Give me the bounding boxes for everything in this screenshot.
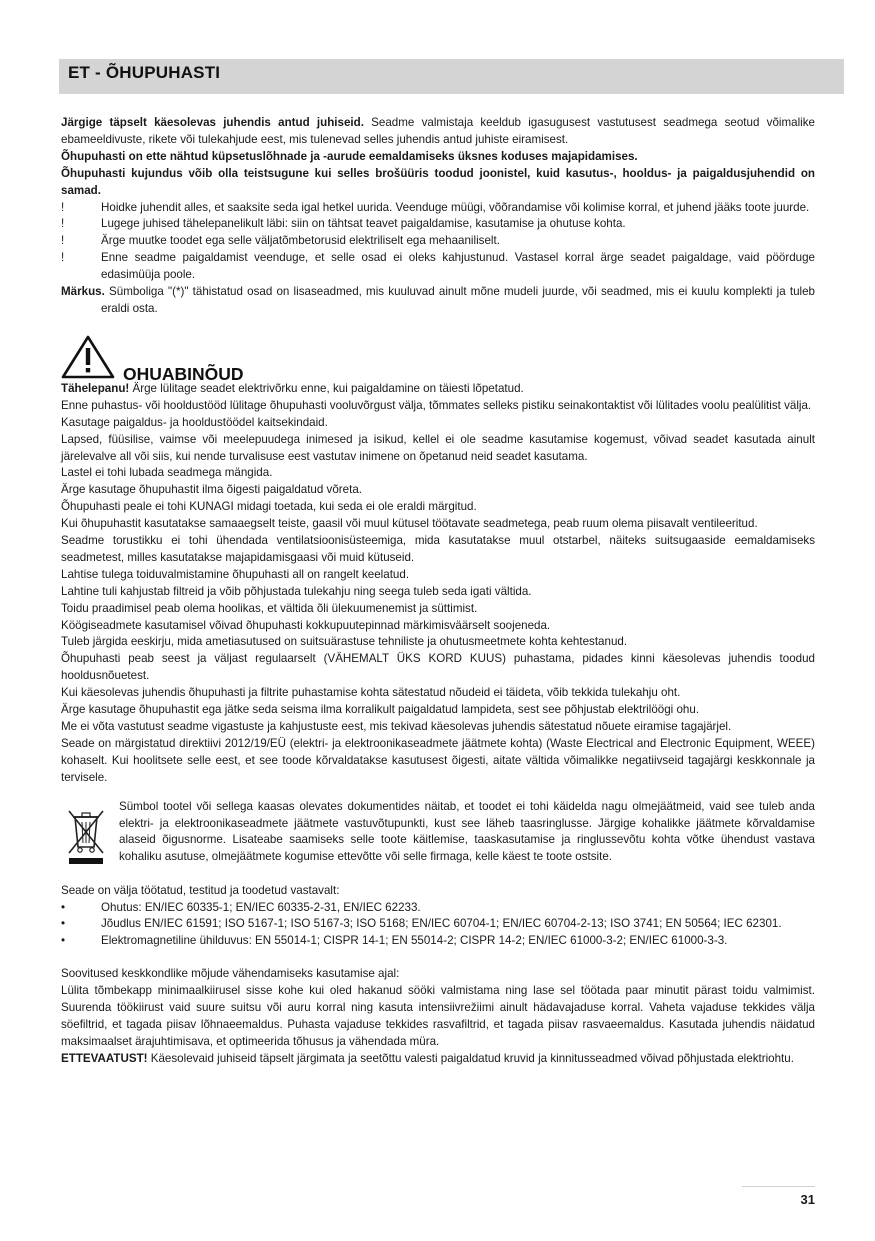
section-title: ET - ÕHUPUHASTI [68,63,221,82]
safety-heading-row [61,326,815,384]
intro-text: Seadme valmistaja keeldub igasugusest vastutusest seadmega seotud võimalike ebameeldivuste, rikete või tulekahjude eest, mis tulenevad selles juhendis antud juhiste eiramisest. [61,116,815,146]
safety-paragraph: Kasutage paigaldus- ja hooldustöödel kaitsekindaid. [61,415,328,429]
spacer [61,950,815,966]
safety-paragraph: Tuleb järgida eeskirju, mida ametiasutused on suitsuärastuse tehniliste ja ohutusmeetmete kohta kehtestanud. [61,635,628,649]
safety-paragraph: Toidu praadimisel peab olema hoolikas, et vältida õli ülekuumenemist ja süttimist. [61,601,478,615]
caution-label: ETTEVAATUST! [61,1051,148,1065]
bullet-mark: ! [61,217,65,231]
list-item-text: Ärge muutke toodet ega selle väljatõmbetorusid elektriliselt ega mehaaniliselt. [101,234,500,248]
weee-text: Sümbol tootel või sellega kaasas olevates dokumentides näitab, et toodet ei tohi käidelda nagu olmejäätmeid, vaid see tuleb anda elektri- ja elektroonikaseadmete jäätmete vastuvõtupunkti, kust see läheb taasringlusse. Järgige kohalikke jäätmete kõrvaldamise alaseid õigusnorme. Lisateabe saamiseks selle toote käitlemise, taaskasutamise ja ringlussevõtu kohta võtke ühendust vastava kohaliku asutuse, olmejäätmete kogumise ettevõtte või selle firmaga, kelle käest te toote ostsite. [119,799,815,864]
intro-paragraph-1 [61,115,815,149]
safety-paragraph: Lahtine tuli kahjustab filtreid ja võib põhjustada tulekahju ning seega tuleb seda igati vältida. [61,584,532,598]
note-label: Märkus. [61,285,105,299]
safety-paragraph: Ärge kasutage õhupuhastit ilma õigesti paigaldatud võreta. [61,483,362,497]
bullet-mark: ! [61,234,65,248]
list-item [61,250,815,284]
list-item-text: Hoidke juhendit alles, et saaksite seda igal hetkel uurida. Veenduge müügi, võõrandamise või kolimise korral, et juhend jääks toote juurde. [101,200,810,214]
list-item-text: Elektromagnetiline ühilduvus: EN 55014-1; CISPR 14-1; EN 55014-2; CISPR 14-2; EN/IEC 61000-3-2; EN/IEC 61000-3-3. [101,934,728,948]
safety-paragraph: Kui õhupuhastit kasutatakse samaaegselt teiste, gaasil või muul kütusel töötavate seadmetega, peab ruum olema piisavalt ventileeritud. [61,517,758,531]
safety-paragraph: Seade on märgistatud direktiivi 2012/19/EÜ (elektri- ja elektroonikaseadmete jäätmete kohta) (Waste Electrical and Electronic Equipment, WEEE) kohaselt. Kui hoolitsete selle eest, et see toode kõrvaldatakse kasutusest õigesti, aitate vältida võimalikke negatiivseid tagajärgi keskkonnale ja tervisele. [61,736,815,784]
list-item [61,900,815,917]
safety-paragraph: Lapsed, füüsilise, vaimse või meelepuudega inimesed ja isikud, kellel ei ole seadme kasutamise kogemust, võivad seadet kasutada ainult järelevalve all või siis, kui nende turvalisuse eest vastutav inimene on õpetanud neid seadet kasutama. [61,432,815,463]
bullet-mark: • [61,900,66,914]
list-item-text: Ohutus: EN/IEC 60335-1; EN/IEC 60335-2-31, EN/IEC 62233. [101,900,421,914]
intro-emphasis: Järgige täpselt käesolevas juhendis antud juhiseid. [61,116,364,129]
safety-paragraph: Seadme torustikku ei tohi ühendada ventilatsioonisüsteemiga, mida kasutatakse muul otstarbel, näiteks suitsugaaside eemaldamiseks seadmetest, milles kasutatakse majapidamisgaasi või muid kütuseid. [61,534,815,564]
caution-paragraph [61,1051,815,1068]
document-body [61,115,815,1068]
list-item [61,233,815,250]
safety-paragraph: Lahtise tulega toiduvalmistamine õhupuhasti all on rangelt keelatud. [61,567,410,581]
bullet-mark: ! [61,251,65,265]
safety-paragraph: Ärge kasutage õhupuhastit ega jätke seda seisma ilma korralikult paigaldatud lampideta, sest see põhjustab elektrilöögi ohu. [61,703,700,717]
list-item [61,916,815,933]
bullet-mark: ! [61,200,65,214]
caution-text: Käesolevaid juhiseid täpselt järgimata ja seetõttu valesti paigaldatud kruvid ja kinnitusseadmed võivad põhjustada elektriohtu. [147,1051,794,1065]
list-item [61,933,815,950]
page-number: 31 [742,1186,815,1209]
eco-text: Lülita tõmbekapp minimaalkiirusel sisse kohe kui oled hakanud sööki valmistama ning lase sel töötada paar minutit pärast toidu valmimist. Suurenda töökiirust vaid suure suitsu või auru korral ning kasuta intensiivrežiimi ainult hädavajaduse korral. Vaheta vajaduse tekkides välja söefiltrid, et tagada piisav lõhnaeemaldus. Puhasta vajaduse tekkides rasvafiltrid, et tagada piisav rasvaeemaldus. Kasutada juhendis näidatud maksimaalset ärajuhtimisava, et optimeerida tõhusus ja vähendada müra. [61,984,815,1048]
crossed-out-bin-icon [61,803,111,867]
intro-paragraph-2: Õhupuhasti on ette nähtud küpsetuslõhnade ja -aurude eemaldamiseks üksnes koduses majapidamises. [61,149,638,163]
list-item [61,200,815,217]
safety-paragraph: Õhupuhasti peab seest ja väljast regulaarselt (VÄHEMALT ÜKS KORD KUUS) puhastama, pidades kinni käesolevas juhendis toodud hooldusnõuetest. [61,652,815,683]
safety-paragraph: Köögiseadmete kasutamisel võivad õhupuhasti kokkupuutepinnad märkimisväärselt soojeneda. [61,618,551,632]
attention-label: Tähelepanu! [61,381,130,395]
safety-paragraph: Enne puhastus- või hooldustööd lülitage õhupuhasti vooluvõrgust välja, tõmmates selleks pistiku seinakontaktist või lülitades voolu pealülitist välja. [61,398,812,412]
weee-block [61,799,815,867]
safety-paragraph: Kui käesolevas juhendis õhupuhasti ja filtrite puhastamise kohta sätestatud nõudeid ei täideta, võib tekkida tulekahju oht. [61,686,681,700]
intro-paragraph-3: Õhupuhasti kujundus võib olla teistsugune kui selles brošüüris toodud joonistel, kuid kasutus-, hooldus- ja paigaldusjuhendid on samad. [61,166,815,197]
attention-paragraph [61,381,815,398]
list-item-text: Lugege juhised tähelepanelikult läbi: siin on tähtsat teavet paigaldamise, kasutamise ja ohutuse kohta. [101,217,626,231]
eco-intro: Soovitused keskkondlike mõjude vähendamiseks kasutamise ajal: [61,967,400,981]
list-item-text: Enne seadme paigaldamist veenduge, et selle osad ei oleks kahjustunud. Vastasel korral ärge seadet paigaldage, vaid pöörduge edasimüüja poole. [101,251,815,282]
safety-heading: OHUABINÕUD [123,363,244,384]
list-item [61,216,815,233]
note-text: Sümboliga "(*)" tähistatud osad on lisaseadmed, mis kuuluvad ainult mõne mudeli juurde, või seadmed, mis ei kuulu komplekti ja tuleb eraldi osta. [101,285,815,315]
safety-paragraph: Õhupuhasti peale ei tohi KUNAGI midagi toetada, kui seda ei ole eraldi märgitud. [61,500,477,514]
section-header [59,59,844,94]
bullet-mark: • [61,934,66,948]
safety-paragraph: Lastel ei tohi lubada seadmega mängida. [61,466,273,480]
list-item-text: Jõudlus EN/IEC 61591; ISO 5167-1; ISO 5167-3; ISO 5168; EN/IEC 60704-1; EN/IEC 60704-2-13; ISO 3741; EN 50564; IEC 62301. [101,917,782,931]
bullet-mark: • [61,917,66,931]
note-paragraph [61,284,815,318]
safety-paragraph: Me ei võta vastutust seadme vigastuste ja kahjustuste eest, mis tekivad käesolevas juhendis sätestatud nõuete eiramise tagajärjel. [61,720,732,733]
standards-intro: Seade on välja töötatud, testitud ja toodetud vastavalt: [61,883,340,897]
warning-triangle-icon [59,333,117,381]
attention-text: Ärge lülitage seadet elektrivõrku enne, kui paigaldamine on täiesti lõpetatud. [129,381,524,395]
